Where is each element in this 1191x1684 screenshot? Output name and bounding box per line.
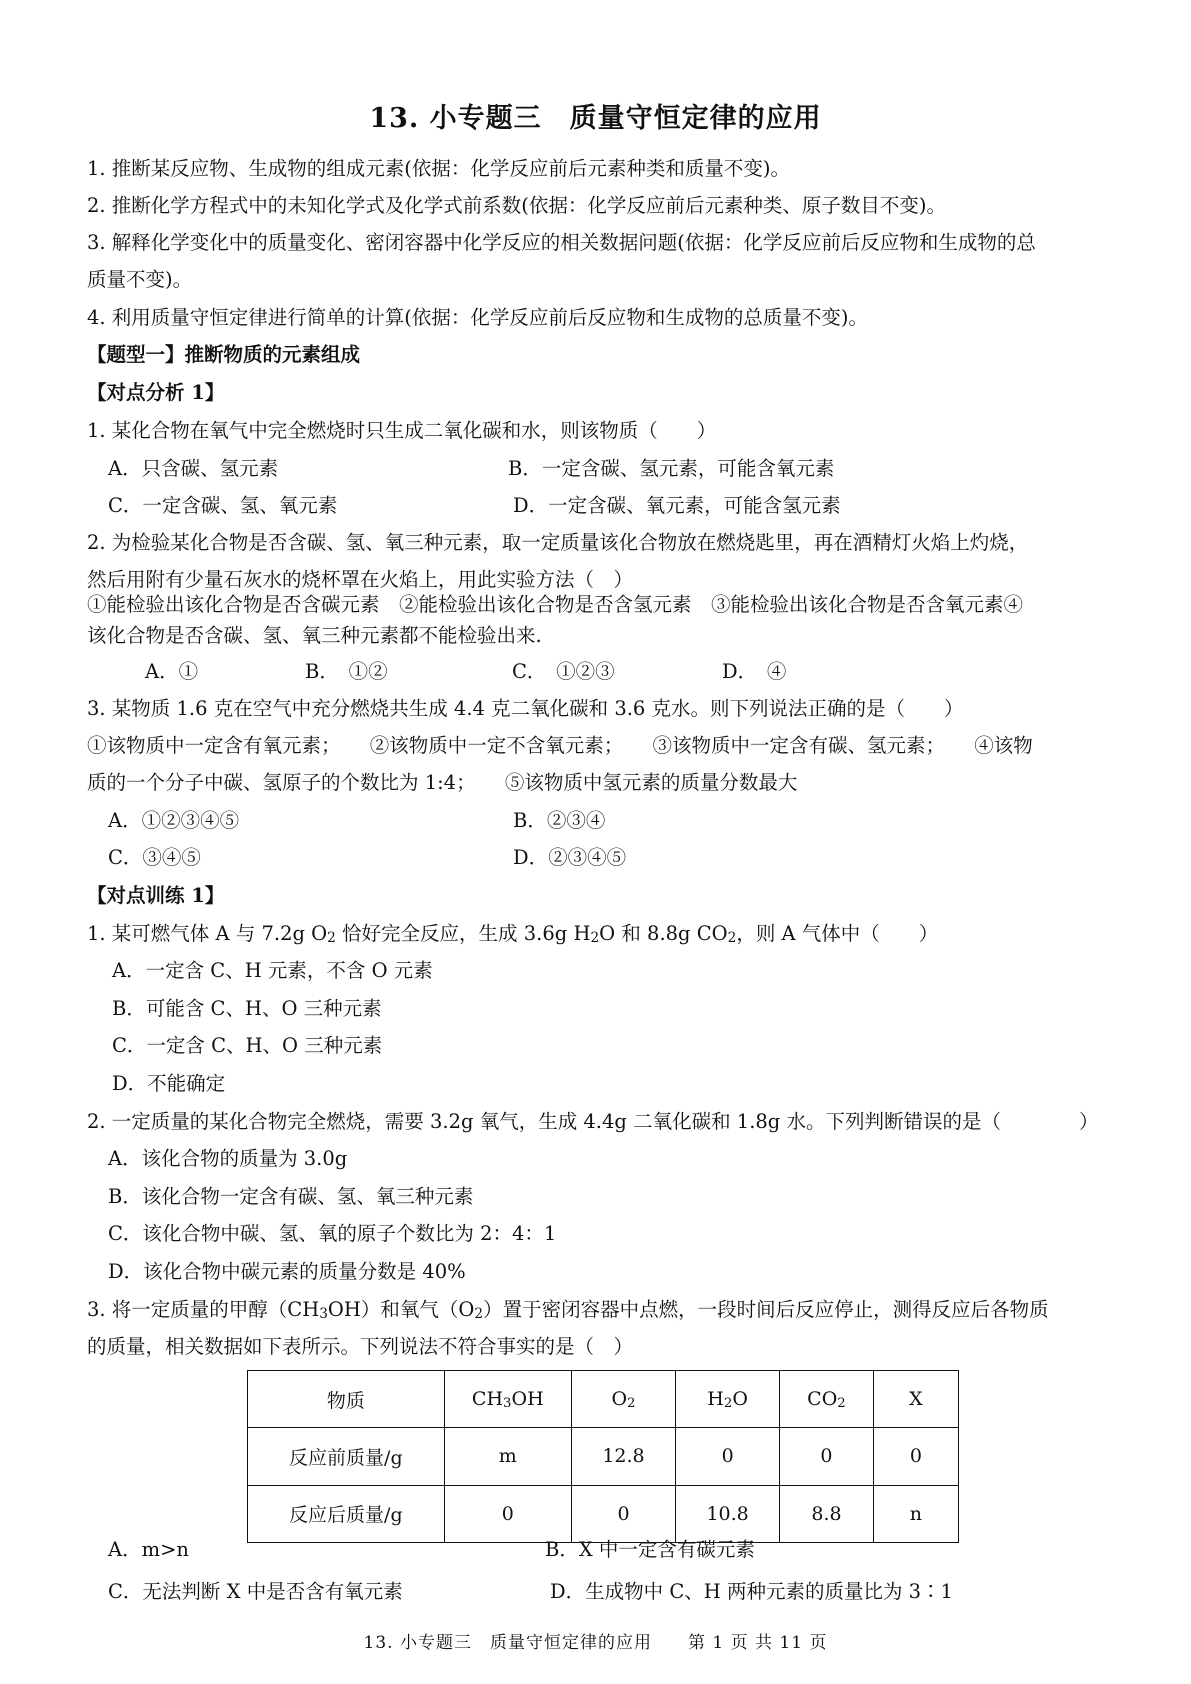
analysis-q1-option-c: C．一定含碳、氢、氧元素 [108,494,338,517]
intro-point-3-line1: 3. 解释化学变化中的质量变化、密闭容器中化学反应的相关数据问题(依据：化学反应前后反应物和生成物的总 [87,231,1036,254]
training-q2-option-c: C．该化合物中碳、氢、氧的原子个数比为 2：4：1 [108,1222,557,1245]
training-q1-option-b: B．可能含 C、H、O 三种元素 [112,997,382,1020]
analysis-q1-option-b: B．一定含碳、氢元素，可能含氧元素 [508,457,835,480]
table-cell: 反应前质量/g [248,1428,445,1485]
training-q1-stem: 1. 某可燃气体 A 与 7.2g $O_2$ 恰好完全反应，生成 3.6g $H_2O$ 和 8.8g $CO_2$，则 A 气体中（ ） [87,922,939,946]
training-q2-option-d: D．该化合物中碳元素的质量分数是 40% [108,1260,466,1283]
analysis-q3-option-b: B．②③④ [513,809,606,832]
table-header-cell: X [873,1371,958,1428]
table-header-cell: $CH_3OH$ [444,1371,571,1428]
training-q1-option-a: A．一定含 C、H 元素，不含 O 元素 [112,959,433,982]
analysis-heading: 【对点分析 1】 [87,381,225,404]
intro-point-1: 1. 推断某反应物、生成物的组成元素(依据：化学反应前后元素种类和质量不变)。 [87,157,791,180]
analysis-q3-stem-line3: 质的一个分子中碳、氢原子的个数比为 1:4； ⑤该物质中氢元素的质量分数最大 [87,771,798,794]
table-cell: n [873,1485,958,1542]
table-cell: 12.8 [571,1428,675,1485]
training-q3-option-b: B．X 中一定含有碳元素 [545,1538,755,1561]
table-cell: m [444,1428,571,1485]
training-q3-option-c: C．无法判断 X 中是否含有氧元素 [108,1580,403,1603]
intro-point-4: 4. 利用质量守恒定律进行简单的计算(依据：化学反应前后反应物和生成物的总质量不变)。 [87,306,869,329]
training-q3-stem-line2: 的质量，相关数据如下表所示。下列说法不符合事实的是（ ） [87,1335,634,1358]
table-cell: 0 [444,1485,571,1542]
table-cell: 8.8 [780,1485,874,1542]
table-cell: 0 [780,1428,874,1485]
table-cell: 反应后质量/g [248,1485,445,1542]
analysis-q3-option-d: D．②③④⑤ [513,846,627,869]
training-q3-option-d: D．生成物中 C、H 两种元素的质量比为 3∶1 [550,1580,953,1603]
analysis-q3-stem-line1: 3. 某物质 1.6 克在空气中充分燃烧共生成 4.4 克二氧化碳和 3.6 克水。则下列说法正确的是（ ） [87,697,964,720]
page-footer: 13. 小专题三 质量守恒定律的应用 第 1 页 共 11 页 [363,1633,828,1653]
analysis-q2-option-a: A．① [145,660,199,683]
table-cell: 10.8 [676,1485,780,1542]
analysis-q3-option-c: C．③④⑤ [108,846,201,869]
analysis-q2-stem-line1: 2. 为检验某化合物是否含碳、氢、氧三种元素，取一定质量该化合物放在燃烧匙里，再在酒精灯火焰上灼烧， [87,531,1029,554]
mass-data-table [247,1370,959,1543]
table-row [248,1485,959,1542]
table-header-cell: $CO_2$ [780,1371,874,1428]
analysis-q2-option-d: D． ④ [722,660,787,683]
training-q1-option-d: D．不能确定 [112,1072,226,1095]
analysis-q2-stem-line3: ①能检验出该化合物是否含碳元素 ②能检验出该化合物是否含氢元素 ③能检验出该化合物是否含氧元素④ [87,593,1024,616]
table-cell: 0 [873,1428,958,1485]
intro-point-3-line2: 质量不变)。 [87,268,193,291]
table-cell: 0 [676,1428,780,1485]
training-heading: 【对点训练 1】 [87,884,225,907]
table-cell: 0 [571,1485,675,1542]
table-header-cell: $H_2O$ [676,1371,780,1428]
analysis-q2-stem-line4: 该化合物是否含碳、氢、氧三种元素都不能检验出来. [87,624,542,647]
page-title: 13. 小专题三 质量守恒定律的应用 [369,103,822,134]
training-q2-option-a: A．该化合物的质量为 3.0g [108,1147,348,1170]
analysis-q1-option-d: D．一定含碳、氧元素，可能含氢元素 [513,494,841,517]
analysis-q3-stem-line2: ①该物质中一定含有氧元素； ②该物质中一定不含氧元素； ③该物质中一定含有碳、氢元素； ④该物 [87,734,1033,757]
table-row [248,1428,959,1485]
analysis-q2-option-c: C． ①②③ [512,660,615,683]
table-header-cell: 物质 [248,1371,445,1428]
table-header-row [248,1371,959,1428]
intro-point-2: 2. 推断化学方程式中的未知化学式及化学式前系数(依据：化学反应前后元素种类、原子数目不变)。 [87,194,947,217]
training-q2-stem: 2. 一定质量的某化合物完全燃烧，需要 3.2g 氧气，生成 4.4g 二氧化碳和 1.8g 水。下列判断错误的是（ ） [87,1110,1099,1133]
analysis-q2-option-b: B． ①② [305,660,388,683]
training-q1-option-c: C．一定含 C、H、O 三种元素 [112,1034,383,1057]
training-q2-option-b: B．该化合物一定含有碳、氢、氧三种元素 [108,1185,474,1208]
analysis-q2-stem-line2: 然后用附有少量石灰水的烧杯罩在火焰上，用此实验方法（ ） [87,568,634,591]
table-header-cell: $O_2$ [571,1371,675,1428]
analysis-q1-option-a: A．只含碳、氢元素 [108,457,279,480]
analysis-q3-option-a: A．①②③④⑤ [108,809,240,832]
analysis-q1-stem: 1. 某化合物在氧气中完全燃烧时只生成二氧化碳和水，则该物质（ ） [87,419,717,442]
training-q3-option-a: A．m>n [108,1538,189,1561]
section-heading-type1: 【题型一】推断物质的元素组成 [87,343,361,366]
training-q3-stem-line1: 3. 将一定质量的甲醇$(CH_3OH)$和氧气$(O_2)$置于密闭容器中点燃，一段时间后反应停止，测得反应后各物质 [87,1298,1049,1322]
